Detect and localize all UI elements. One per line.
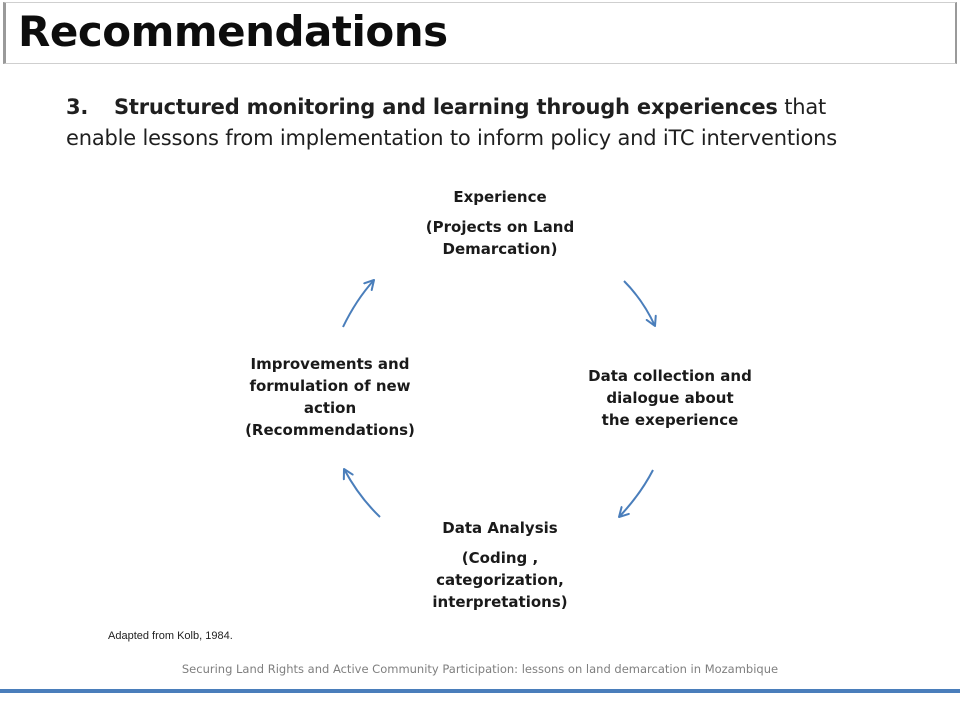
improvements-line1: Improvements and [250, 355, 410, 373]
page-title: Recommendations [18, 7, 448, 56]
experience-detail-line1: (Projects on Land [425, 218, 575, 236]
arrow-improvements-to-experience [343, 280, 374, 327]
data-analysis-line3: interpretations) [432, 593, 568, 611]
arrow-collection-to-analysis [619, 470, 653, 517]
source-citation: Adapted from Kolb, 1984. [108, 630, 233, 642]
arrow-analysis-to-improvements [344, 469, 380, 517]
footer-text: Securing Land Rights and Active Community Participation: lessons on land demarcation in Mozambique [181, 662, 779, 676]
point-bold-text: Structured monitoring and learning through experiences [114, 95, 778, 119]
data-analysis-heading: Data Analysis [442, 519, 558, 537]
experience-heading: Experience [453, 188, 547, 206]
point-number: 3. [66, 95, 89, 119]
footer-rule [0, 689, 960, 693]
data-analysis-line2: categorization, [436, 571, 564, 589]
improvements-line2: formulation of new [249, 377, 411, 395]
data-collection-line3: the exeperience [601, 411, 739, 429]
experience-detail-line2: Demarcation) [442, 240, 558, 258]
arrow-experience-to-collection [624, 281, 655, 326]
improvements-line3: action [303, 399, 357, 417]
data-collection-line2: dialogue about [606, 389, 734, 407]
data-analysis-line1: (Coding , [461, 549, 539, 567]
data-collection-line1: Data collection and [588, 367, 752, 385]
point-text-line2: enable lessons from implementation to inform policy and iTC interventions [66, 126, 838, 150]
point-text-line1: that [777, 95, 827, 119]
improvements-line4: (Recommendations) [245, 421, 415, 439]
